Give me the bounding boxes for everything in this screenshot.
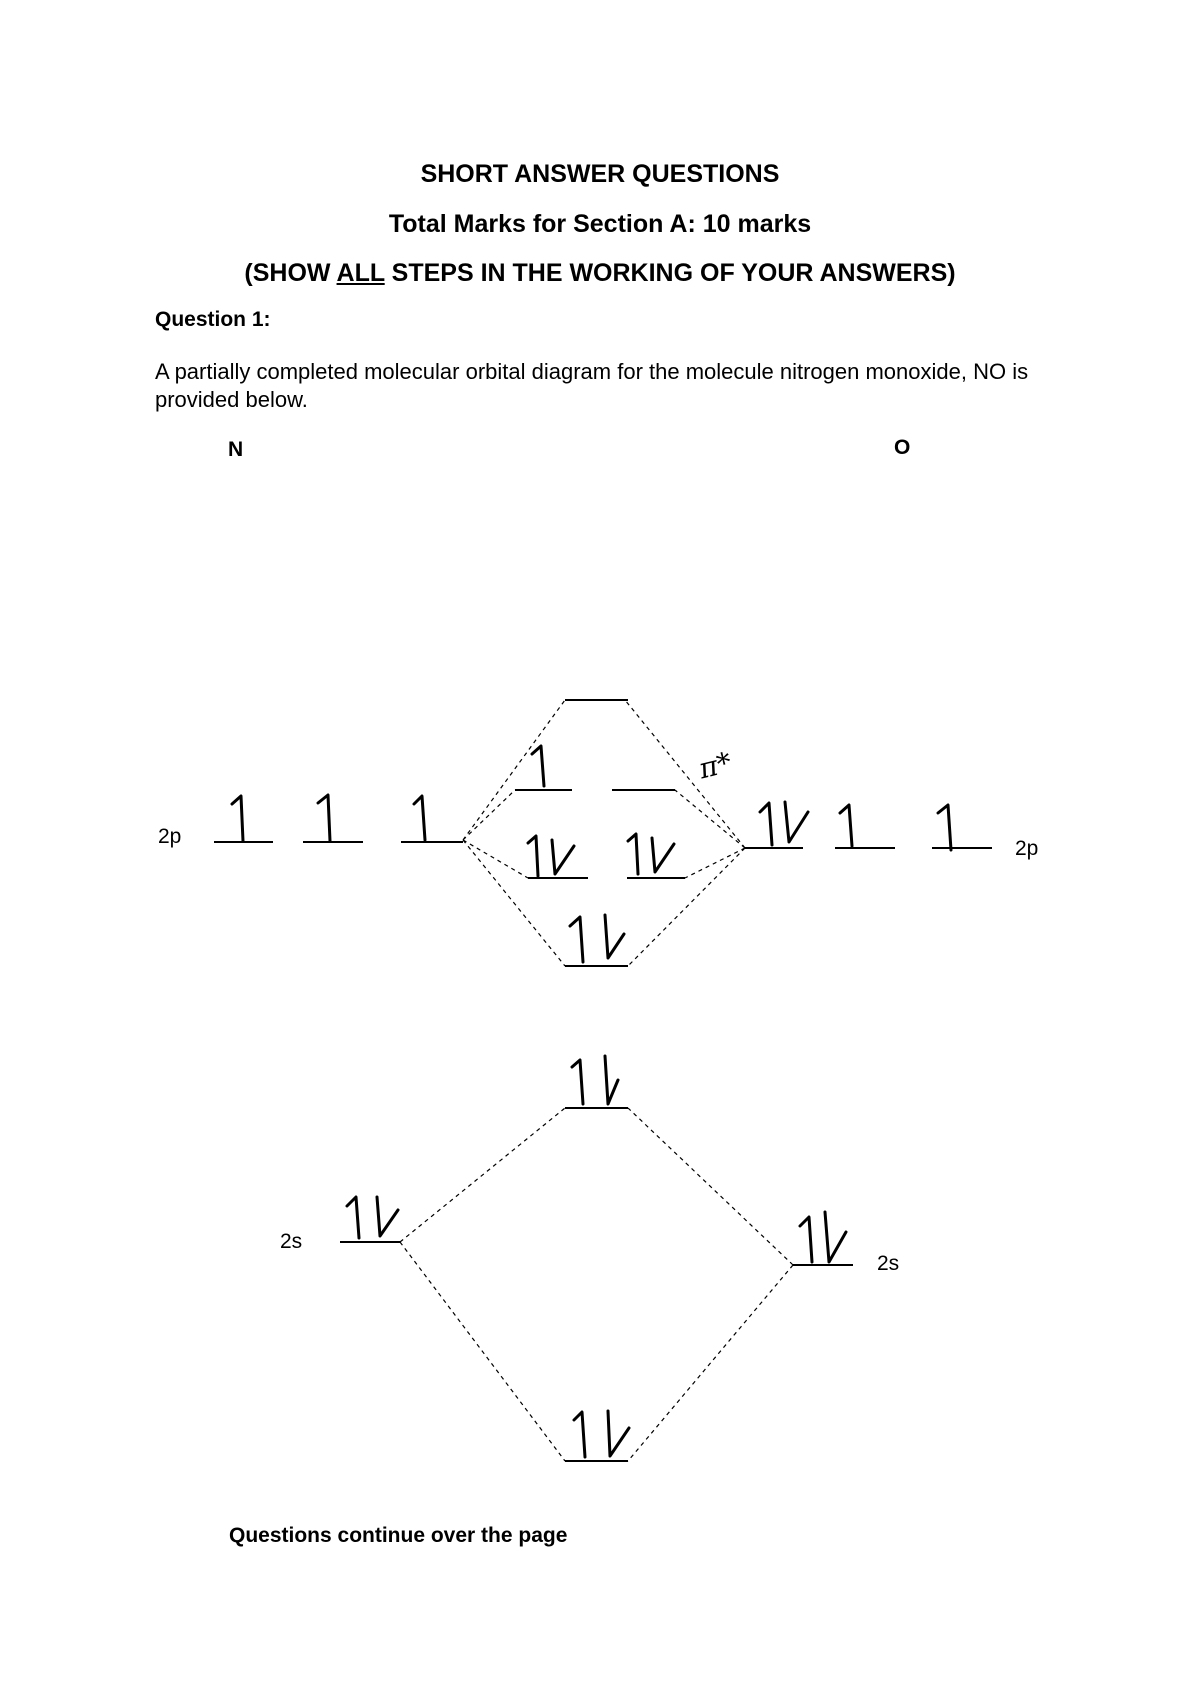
n-2p-electron-2 (318, 795, 330, 841)
o-2p-2-electron-up (840, 805, 852, 846)
page-title: SHORT ANSWER QUESTIONS (420, 160, 780, 188)
orbital-label-n-2p: 2p (158, 825, 182, 848)
sigma-2p-electron-up (570, 917, 583, 962)
n-2p-electron-3 (414, 796, 425, 840)
pi-star-electron-1 (532, 746, 544, 786)
sigma-star-2s-electron-up (572, 1060, 583, 1104)
orbital-label-o-2p: 2p (1015, 837, 1039, 860)
o-2s-electron-up (800, 1217, 812, 1262)
pi-2p-1-electron-up (528, 836, 538, 876)
atom-label-oxygen: O (894, 436, 911, 459)
pi-2p-2-electron-up (628, 834, 638, 874)
sigma-2s-electron-down (608, 1411, 629, 1456)
n-2s-electron-up (347, 1197, 359, 1238)
n-2s-electron-down (377, 1197, 398, 1236)
instruction-start: (SHOW (244, 259, 337, 287)
pi-2p-2-electron-down (652, 838, 674, 872)
mo-2p-levels (515, 700, 685, 966)
pi-2p-1-electron-down (552, 840, 574, 874)
correlation-lines-2s (400, 1108, 793, 1461)
electrons (232, 746, 951, 1457)
instruction-end: STEPS IN THE WORKING OF YOUR ANSWERS) (384, 259, 956, 287)
sigma-2p-electron-down (605, 915, 624, 958)
correlation-lines-2p (463, 700, 745, 966)
sigma-star-2s-electron-down (605, 1056, 618, 1104)
orbital-label-n-2s: 2s (280, 1230, 303, 1253)
n-2p-electron-1 (232, 796, 243, 841)
o-2p-1-electron-down (785, 802, 808, 842)
pi-star-annotation: π* (695, 745, 735, 786)
o-2p-1-electron-up (760, 803, 772, 845)
atom-label-nitrogen: N (228, 438, 244, 461)
question-text: A partially completed molecular orbital diagram for the molecule nitrogen monoxide, NO is provided below. (155, 359, 1029, 412)
instruction-emphasis: ALL (336, 259, 385, 287)
continue-note: Questions continue over the page (229, 1524, 568, 1547)
total-marks: Total Marks for Section A: 10 marks (388, 210, 812, 238)
o-2s-electron-down (825, 1212, 846, 1262)
orbital-label-o-2s: 2s (877, 1252, 900, 1275)
o-2p-3-electron-up (938, 805, 951, 850)
sigma-2s-electron-up (574, 1412, 585, 1457)
question-label: Question 1: (155, 308, 271, 331)
